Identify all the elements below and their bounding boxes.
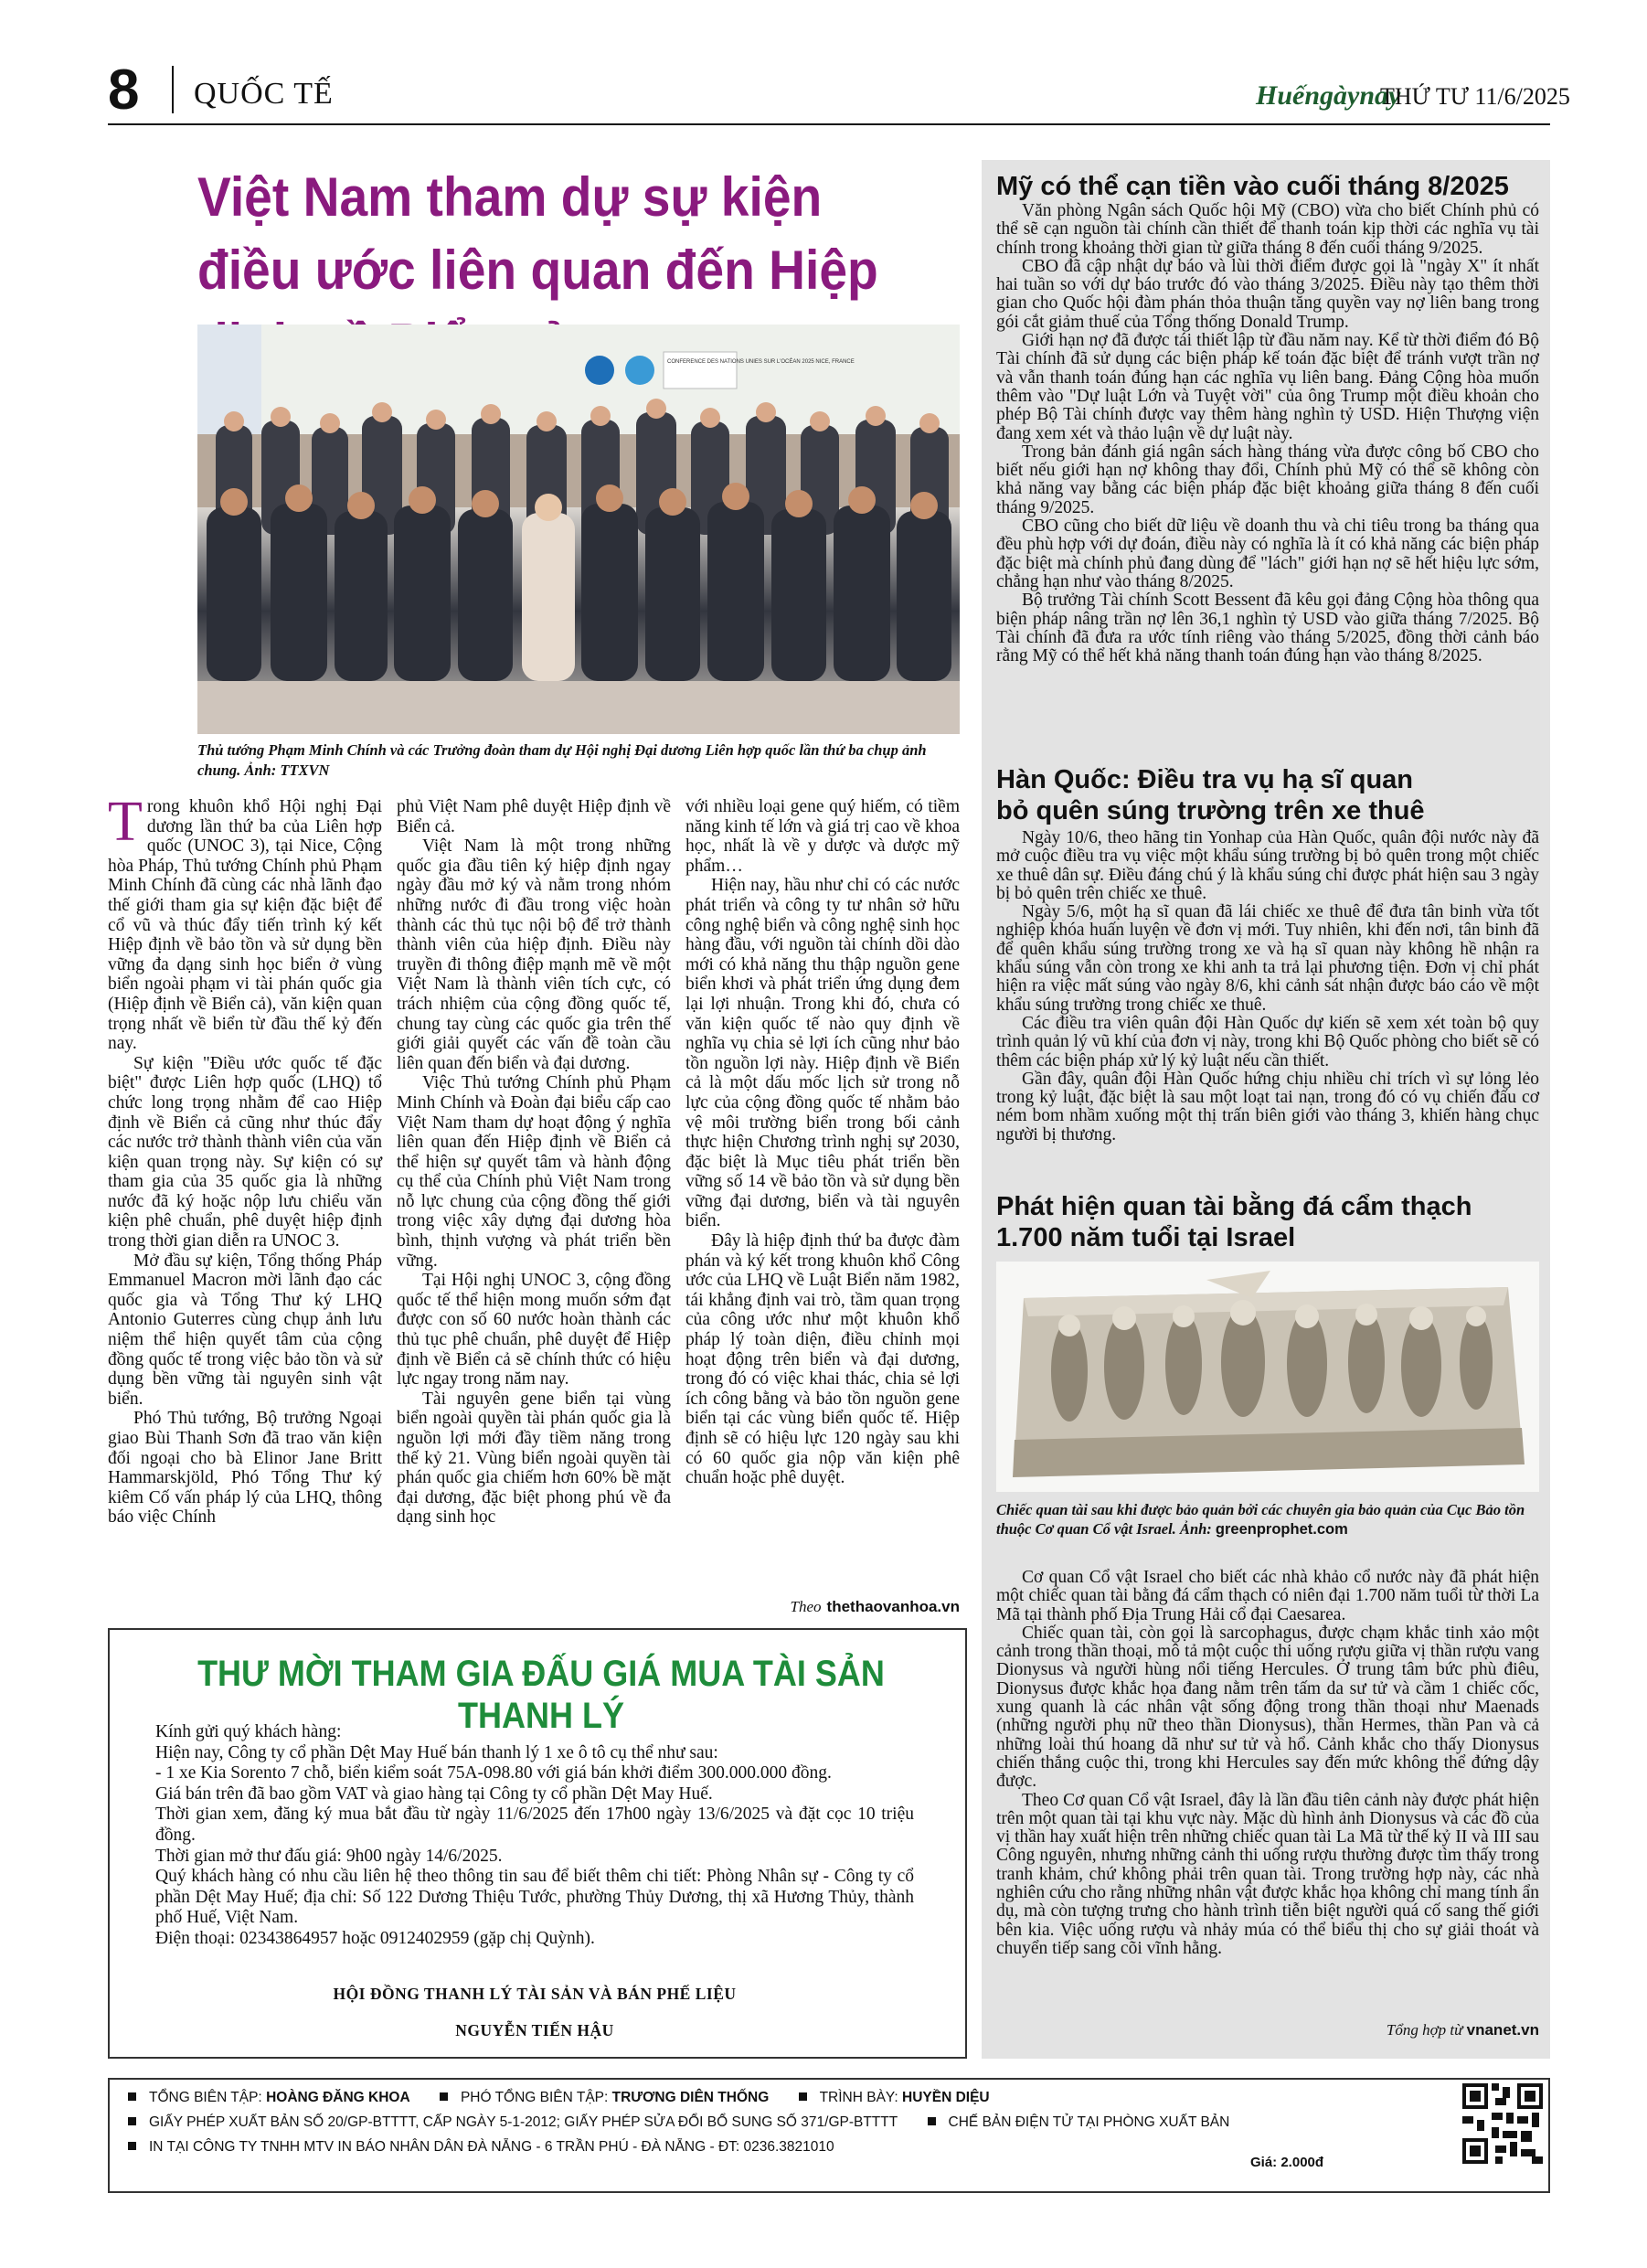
sidebar-source bbox=[996, 2020, 1539, 2040]
qr-code-icon[interactable] bbox=[1462, 2083, 1543, 2164]
source-prefix: Theo bbox=[790, 1598, 822, 1615]
sarcophagus-illustration bbox=[996, 1262, 1539, 1492]
article-paragraph: với nhiều loại gene quý hiếm, có tiềm năng kinh tế lớn và giá trị cao về khoa học, nhất là về y dược và dược mỹ phẩm… bbox=[685, 797, 960, 876]
colophon-printer-line bbox=[128, 2137, 860, 2157]
sidebar-story-3-body bbox=[996, 1569, 1539, 1958]
article-paragraph: Việt Nam là một trong những quốc gia đầu tiên ký hiệp định ngay ngày đầu mở ký và nằm trong nhóm những nước đi đầu trong việc hoàn thành các thủ tục nội bộ để trở thành thành viên của hiệp định. Điều này truyền đi thông điệp mạnh mẽ về một Việt Nam là thành viên tích cực, có trách nhiệm của cộng đồng quốc tế, chung tay cùng các quốc gia trên thế giới giải quyết các vấn đề toàn cầu liên quan đến biển và đại dương. bbox=[397, 836, 671, 1073]
notice-line: Thời gian mở thư đấu giá: 9h00 ngày 14/6/2025. bbox=[155, 1846, 503, 1866]
license-text: GIẤY PHÉP XUẤT BẢN SỐ 20/GP-BTTTT, CẤP NGÀY 5-1-2012; GIẤY PHÉP SỬA ĐỔI BỔ SUNG SỐ 371/GP-BTTTT bbox=[149, 2114, 898, 2130]
main-article-column-2 bbox=[397, 797, 671, 1528]
story-paragraph: CBO đã cập nhật dự báo và lùi thời điểm được gọi là "ngày X" ít nhất hai tuần so với dự báo trước đó vào tháng 3/2025. Điều này tạo thêm thời gian cho Quốc hội đàm phán thỏa thuận tăng quyền vay nợ liên bang trong gói cắt giảm thuế của Tổng thống Donald Trump. bbox=[996, 256, 1539, 332]
story-paragraph: Chiếc quan tài, còn gọi là sarcophagus, được chạm khắc tinh xảo một cảnh trong thần thoại, mô tả một cuộc thi uống rượu giữa vị thần rượu vang Dionysus và người hùng nổi tiếng Hercules. Ở trung tâm bức phù điêu, Dionysus được khắc họa đang nằm trên tấm da sư tử và cầm 1 chiếc cốc, xung quanh là các nhân vật sống động trong thần thoại như Maenads (những người phụ nữ theo thần Dionysus), thần Hermes, thần Pan và cả những loài thú hoang dã như sư tử và hổ. Cảnh khắc cho thấy Dionysus chiến thắng cuộc thi, trong khi Hercules say đến mức không thể đứng dậy được. bbox=[996, 1623, 1539, 1792]
notice-line: Điện thoại: 02343864957 hoặc 0912402959 (gặp chị Quỳnh). bbox=[155, 1928, 595, 1948]
main-article-photo bbox=[197, 325, 960, 734]
masthead: Huếngàynay bbox=[1256, 80, 1401, 111]
notice-signature-name: NGUYỄN TIẾN HẬU bbox=[455, 2021, 614, 2039]
article-paragraph: phủ Việt Nam phê duyệt Hiệp định về Biển cả. bbox=[397, 797, 671, 836]
notice-line: Hiện nay, Công ty cổ phần Dệt May Huế bán thanh lý 1 xe ô tô cụ thể như sau: bbox=[155, 1742, 718, 1762]
story-paragraph: Văn phòng Ngân sách Quốc hội Mỹ (CBO) vừa cho biết Chính phủ có thể sẽ cạn nguồn tài chính cần thiết để thanh toán kịp thời các nghĩa vụ tài chính trong khoảng thời gian từ giữa tháng 8 đến cuối tháng 9/2025. bbox=[996, 201, 1539, 258]
issue-date: THỨ TƯ 11/6/2025 bbox=[1380, 83, 1570, 110]
prepress-text: CHẾ BẢN ĐIỆN TỬ TẠI PHÒNG XUẤT BẢN bbox=[948, 2114, 1230, 2130]
auction-notice-title: THƯ MỜI THAM GIA ĐẤU GIÁ MUA TÀI SẢN THANH LÝ bbox=[197, 1654, 885, 1736]
article-paragraph: Tài nguyên gene biển tại vùng biển ngoài quyền tài phán quốc gia là nguồn lợi mới đầy tiềm năng trong thế kỷ 21. Vùng biển ngoài quyền tài phán quốc gia chiếm hơn 60% bề mặt đại dương, đặc biệt phong phú về đa dạng sinh học bbox=[397, 1389, 671, 1528]
group-photo-illustration bbox=[197, 325, 960, 734]
story-paragraph: Theo Cơ quan Cổ vật Israel, đây là lần đầu tiên cảnh này được phát hiện trên một quan tài tại khu vực này. Mặc dù hình ảnh Dionysus và các đồ của vị thần hay xuất hiện trên những chiếc quan tài La Mã từ thế kỷ II và III sau Công nguyên, nhưng những cảnh thi uống rượu thường được tìm thấy trong tranh khảm, chứ không phải trên quan tài. Trong trường hợp này, các nhà nghiên cứu cho rằng những nhân vật được khắc họa không chỉ mang tính ẩn dụ, mà còn tượng trưng cho hành trình tiễn biệt người quá cố sang thế giới bên kia. Việc uống rượu và nhảy múa có thể biểu thị cho sự giải thoát và chuyển tiếp sang cõi vĩnh hằng. bbox=[996, 1790, 1539, 1958]
story-paragraph: Ngày 10/6, theo hãng tin Yonhap của Hàn Quốc, quân đội nước này đã mở cuộc điều tra vụ việc một khẩu súng trường bị bỏ quên trong một chiếc xe thuê dân sự. Điều đáng chú ý là khẩu súng chỉ được phát hiện sau 3 ngày bị bỏ quên trên chiếc xe thuê. bbox=[996, 828, 1539, 903]
deputy-editor-name: TRƯƠNG DIÊN THỐNG bbox=[611, 2090, 770, 2105]
story-paragraph: Bộ trưởng Tài chính Scott Bessent đã kêu gọi đảng Cộng hòa thông qua biện pháp nâng trần nợ lên 36,1 nghìn tỷ USD vào giữa tháng 7/2025. Bộ Tài chính đã đưa ra ước tính riêng vào tháng 5/2025, đồng thời cảnh báo rằng Mỹ có thể hết khả năng thanh toán đúng hạn vào tháng 8/2025. bbox=[996, 591, 1539, 666]
notice-line: Kính gửi quý khách hàng: bbox=[155, 1722, 342, 1741]
story-paragraph: Giới hạn nợ đã được tái thiết lập từ đầu năm nay. Kể từ thời điểm đó Bộ Tài chính đã sử dụng các biện pháp kế toán đặc biệt để tránh vượt trần nợ và vẫn thanh toán đúng hạn các nghĩa vụ liên bang. Đảng Cộng hòa muốn thêm vào "Dự luật Lớn và Tuyệt vời" của ông Trump một điều khoản cho phép Bộ Tài chính được vay thêm hàng nghìn tỷ USD. Hiện Thượng viện đang xem xét và thảo luận về dự luật này. bbox=[996, 331, 1539, 443]
notice-line: - 1 xe Kia Sorento 7 chỗ, biển kiểm soát 75A-098.80 với giá bán khởi điểm 300.000.000 đồng. bbox=[155, 1763, 832, 1784]
sarcophagus-photo bbox=[996, 1262, 1539, 1492]
source-name: vnanet.vn bbox=[1466, 2021, 1539, 2039]
sidebar-story-1-title: Mỹ có thể cạn tiền vào cuối tháng 8/2025 bbox=[996, 172, 1509, 201]
header-rule bbox=[108, 123, 1550, 125]
notice-line: Giá bán trên đã bao gồm VAT và giao hàng tại Công ty cổ phần Dệt May Huế. bbox=[155, 1784, 713, 1804]
layout-designer-name: HUYỀN DIỆU bbox=[902, 2090, 990, 2105]
photo-banner-text: CONFERENCE DES NATIONS UNIES SUR L'OCÉAN 2025 NICE, FRANCE bbox=[667, 359, 855, 365]
article-lead-paragraph: Trong khuôn khổ Hội nghị Đại dương lần thứ ba của Liên hợp quốc (UNOC 3), tại Nice, Cộng hòa Pháp, Thủ tướng Chính phủ Phạm Minh Chính đã cùng các nhà lãnh đạo thế giới tham gia sự kiện đặc biệt để cổ vũ và thúc đẩy tiến trình ký kết Hiệp định về bảo tồn và sử dụng bền vững đa dạng sinh học biển ở vùng biển ngoài phạm vi tài phán quốc gia (Hiệp định về Biển cả), văn kiện quan trọng nhất về biển từ đầu thế kỷ đến nay. bbox=[108, 791, 382, 1054]
source-prefix: Tổng hợp từ bbox=[1386, 2021, 1463, 2039]
section-name: QUỐC TẾ bbox=[194, 77, 334, 111]
article-paragraph: Mở đầu sự kiện, Tổng thống Pháp Emmanuel Macron mời lãnh đạo các quốc gia và Tổng Thư ký LHQ Antonio Guterres cùng chụp ảnh lưu niệm thể hiện quyết tâm của cộng đồng quốc tế trong việc bảo tồn và sử dụng bền vững tài nguyên sinh vật biển. bbox=[108, 1251, 382, 1409]
notice-line: Thời gian xem, đăng ký mua bắt đầu từ ngày 11/6/2025 đến 17h00 ngày 13/6/2025 và đặt cọc 10 triệu đồng. bbox=[155, 1805, 914, 1845]
sidebar-story-2-body bbox=[996, 829, 1539, 1145]
editor-name: HOÀNG ĐĂNG KHOA bbox=[266, 2090, 410, 2105]
header-divider bbox=[172, 66, 174, 113]
printer-text: IN TẠI CÔNG TY TNHH MTV IN BÁO NHÂN DÂN ĐÀ NẴNG - 6 TRẦN PHÚ - ĐÀ NẴNG - ĐT: 0236.3821010 bbox=[149, 2139, 834, 2155]
main-article-column-1 bbox=[108, 791, 382, 1528]
article-paragraph: Hiện nay, hầu như chỉ có các nước phát triển và công ty tư nhân sở hữu công nghệ biển và công nghệ sinh học hàng đầu, với nguồn tài chính dồi dào mới có khả năng thu thập nguồn gene biển khơi và phát triển ứng dụng đem lại lợi nhuận. Trong khi đó, chưa có văn kiện quốc tế nào quy định về nghĩa vụ chia sẻ lợi ích cũng như bảo tồn nguồn lợi này. Hiệp định về Biển cả là một dấu mốc lịch sử trong nỗ lực của cộng đồng quốc tế nhằm bảo vệ môi trường biển trong bối cảnh thực hiện Chương trình nghị sự 2030, đặc biệt là Mục tiêu phát triển bền vững số 14 về bảo tồn và sử dụng bền vững đại dương, biển và tài nguyên biển. bbox=[685, 876, 960, 1231]
article-paragraph: Tại Hội nghị UNOC 3, cộng đồng quốc tế thể hiện mong muốn sớm đạt được con số 60 nước hoàn thành các thủ tục phê chuẩn, phê duyệt để Hiệp định về Biển cả sẽ chính thức có hiệu lực ngay trong năm nay. bbox=[397, 1271, 671, 1390]
sidebar-story-1-body bbox=[996, 202, 1539, 665]
story-paragraph: Các điều tra viên quân đội Hàn Quốc dự kiến sẽ xem xét toàn bộ quy trình quản lý vũ khí của đơn vị này, trong khi Bộ Quốc phòng cho biết sẽ có thêm các biện pháp xử lý kỷ luật nếu cần thiết. bbox=[996, 1013, 1539, 1070]
story-paragraph: Cơ quan Cổ vật Israel cho biết các nhà khảo cổ nước này đã phát hiện một chiếc quan tài bằng đá cẩm thạch có niên đại 1.700 năm tuổi từ thời La Mã tại thành phố Địa Trung Hải cổ đại Caesarea. bbox=[996, 1568, 1539, 1624]
sarcophagus-caption: Chiếc quan tài sau khi được bảo quản bởi các chuyên gia bảo quản của Cục Bảo tồn thuộc Cơ quan Cổ vật Israel. Ảnh: greenprophet.com bbox=[996, 1501, 1525, 1538]
story-paragraph: Gần đây, quân đội Hàn Quốc hứng chịu nhiều chỉ trích vì sự lỏng lẻo trong kỷ luật, đặc biệt là sau một loạt tai nạn, trong đó có vụ chiến đấu cơ ném bom nhầm xuống một thị trấn biên giới vào tháng 3, khiến hàng chục người bị thương. bbox=[996, 1069, 1539, 1145]
auction-notice-body bbox=[155, 1722, 914, 1950]
sidebar-story-2-title: Hàn Quốc: Điều tra vụ hạ sĩ quan bỏ quên súng trường trên xe thuê bbox=[996, 765, 1425, 825]
colophon-staff-line: TỔNG BIÊN TẬP: HOÀNG ĐĂNG KHOA PHÓ TỔNG BIÊN TẬP: TRƯƠNG DIÊN THỐNG TRÌNH BÀY: HUYỀN DIỆU bbox=[128, 2088, 1015, 2108]
dropcap: T bbox=[108, 791, 143, 853]
notice-line: Quý khách hàng có nhu cầu liên hệ theo thông tin sau để biết thêm chi tiết: Phòng Nhân sự - Công ty cổ phần Dệt May Huế; địa chỉ: Số 122 Dương Thiệu Tước, phường Thủy Dương, thị xã Hương Thủy, thành phố Huế, Việt Nam. bbox=[155, 1867, 914, 1928]
page-number: 8 bbox=[108, 59, 140, 122]
main-article-source bbox=[685, 1597, 960, 1617]
story-paragraph: Trong bản đánh giá ngân sách hàng tháng vừa được công bố CBO cho biết nếu giới hạn nợ không thay đổi, Chính phủ Mỹ có thể sẽ không còn khả năng vay bằng các biện pháp đặc biệt khoảng giữa tháng 8 đến cuối tháng 9/2025. bbox=[996, 442, 1539, 517]
story-paragraph: CBO cũng cho biết dữ liệu về doanh thu và chi tiêu trong ba tháng qua đều phù hợp với dự đoán, điều này có nghĩa là ít có khả năng các biện pháp đặc biệt mà chính phủ đang dùng để "lách" giới hạn nợ sẽ hết hiệu lực sớm, chẳng hạn như vào tháng 8/2025. bbox=[996, 516, 1539, 591]
main-article-column-3 bbox=[685, 797, 960, 1488]
price-label: Giá: 2.000đ bbox=[1250, 2155, 1324, 2170]
notice-signature-org: HỘI ĐỒNG THANH LÝ TÀI SẢN VÀ BÁN PHẾ LIỆU bbox=[333, 1985, 737, 2003]
story-paragraph: Ngày 5/6, một hạ sĩ quan đã lái chiếc xe thuê để đưa tân binh vừa tốt nghiệp khóa huấn luyện về đơn vị mới. Tuy nhiên, khi đến nơi, tân binh đã để quên khẩu súng trường trong xe và hạ sĩ quan này không hề nhận ra khẩu súng vẫn còn trong xe khi anh ta trả lại phương tiện. Đơn vị chỉ phát hiện ra việc mất súng vào ngày 8/6, khi cảnh sát nhận được báo cáo về một khẩu súng trường trong chiếc xe thuê. bbox=[996, 902, 1539, 1015]
source-name: thethaovanhoa.vn bbox=[826, 1598, 960, 1615]
caption-credit: greenprophet.com bbox=[1215, 1521, 1348, 1538]
article-paragraph: Phó Thủ tướng, Bộ trưởng Ngoại giao Bùi Thanh Sơn đã trao văn kiện đối ngoại cho bà Elinor Jane Britt Hammarskjöld, Phó Tổng Thư ký kiêm Cố vấn pháp lý của LHQ, thông báo việc Chính bbox=[108, 1409, 382, 1528]
colophon-license-line bbox=[128, 2113, 1255, 2133]
article-paragraph: Đây là hiệp định thứ ba được đàm phán và ký kết trong khuôn khổ Công ước của LHQ về Luật Biển năm 1982, tái khẳng định vai trò, tầm quan trọng của công ước như một khuôn khổ pháp lý toàn diện, điều chỉnh mọi hoạt động trên biển và đại dương, trong đó có việc khai thác, chia sẻ lợi ích công bằng và bảo tồn nguồn gene biển tại các vùng biển quốc tế. Hiệp định sẽ có hiệu lực 120 ngày sau khi có 60 quốc gia nộp văn kiện phê chuẩn hoặc phê duyệt. bbox=[685, 1231, 960, 1488]
main-article-title: Việt Nam tham dự sự kiện điều ước liên quan đến Hiệp bbox=[197, 166, 878, 301]
article-paragraph: Sự kiện "Điều ước quốc tế đặc biệt" được Liên hợp quốc (LHQ) tổ chức long trọng nhằm để cao Hiệp định về Biển cả cũng như thúc đẩy các nước trở thành thành viên của văn kiện quan trọng này. Sự kiện có sự tham gia của 35 quốc gia là những nước đã ký hoặc nộp lưu chiểu văn kiện phê chuẩn, phê duyệt hiệp định trong thời gian diễn ra UNOC 3. bbox=[108, 1053, 382, 1251]
article-paragraph: Việc Thủ tướng Chính phủ Phạm Minh Chính và Đoàn đại biểu cấp cao Việt Nam tham dự hoạt động ý nghĩa liên quan đến Hiệp định về Biển cả thể hiện sự quyết tâm và hành động cụ thể của Chính phủ Việt Nam trong nỗ lực chung của cộng đồng thế giới trong việc xây dựng đại dương hòa bình, thịnh vượng và phát triển bền vững. bbox=[397, 1073, 671, 1271]
main-photo-caption: Thủ tướng Phạm Minh Chính và các Trưởng đoàn tham dự Hội nghị Đại dương Liên hợp quốc lần thứ ba chụp ảnh chung. Ảnh: TTXVN bbox=[197, 741, 927, 779]
sidebar-story-3-title: Phát hiện quan tài bằng đá cẩm thạch 1.700 năm tuổi tại Israel bbox=[996, 1192, 1472, 1252]
